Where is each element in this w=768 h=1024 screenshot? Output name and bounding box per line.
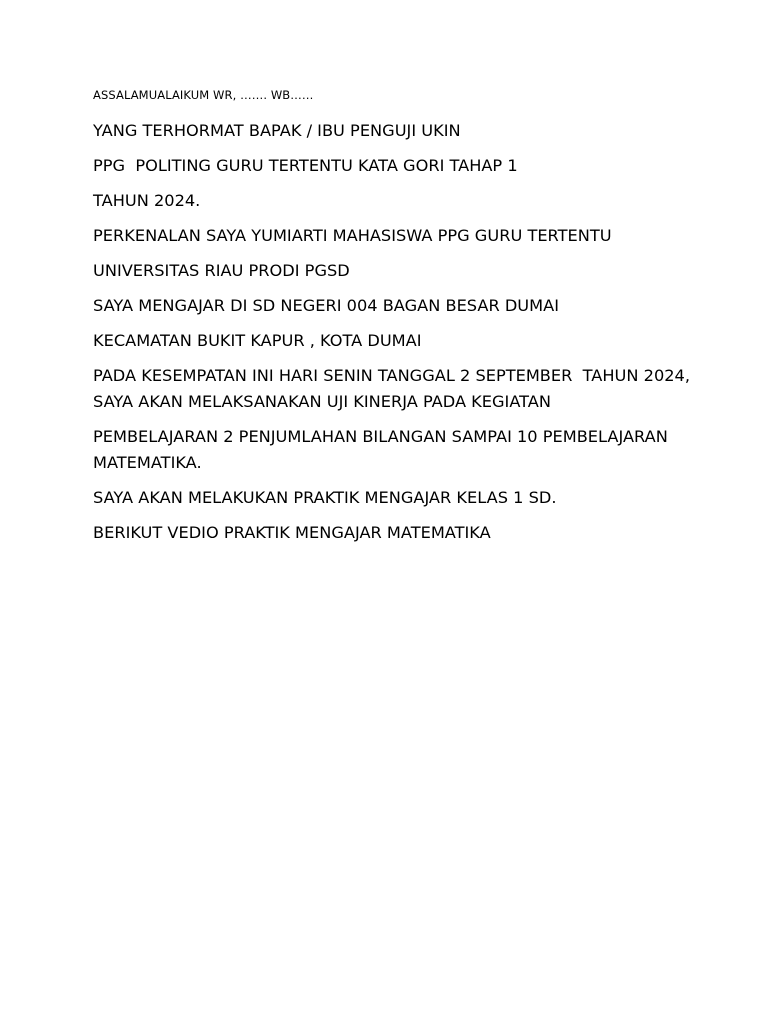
paragraph-district: KECAMATAN BUKIT KAPUR , KOTA DUMAI [93, 331, 422, 350]
paragraph-program: PPG POLITING GURU TERTENTU KATA GORI TAHAP 1 [93, 156, 518, 175]
paragraph-class: SAYA AKAN MELAKUKAN PRAKTIK MENGAJAR KELAS 1 SD. [93, 488, 557, 507]
paragraph-video: BERIKUT VEDIO PRAKTIK MENGAJAR MATEMATIKA [93, 523, 491, 542]
greeting-line: ASSALAMUALAIKUM WR, ……. WB…… [93, 88, 314, 102]
paragraph-school: SAYA MENGAJAR DI SD NEGERI 004 BAGAN BESAR DUMAI [93, 296, 559, 315]
paragraph-introduction: PERKENALAN SAYA YUMIARTI MAHASISWA PPG GURU TERTENTU [93, 226, 612, 245]
paragraph-university: UNIVERSITAS RIAU PRODI PGSD [93, 261, 350, 280]
paragraph-addressee: YANG TERHORMAT BAPAK / IBU PENGUJI UKIN [93, 121, 461, 140]
paragraph-year: TAHUN 2024. [93, 191, 201, 210]
paragraph-lesson: PEMBELAJARAN 2 PENJUMLAHAN BILANGAN SAMPAI 10 PEMBELAJARAN MATEMATIKA. [93, 427, 673, 472]
paragraph-occasion: PADA KESEMPATAN INI HARI SENIN TANGGAL 2 SEPTEMBER TAHUN 2024, SAYA AKAN MELAKSANAKAN UJI KINERJA PADA KEGIATAN [93, 366, 696, 411]
document-body [93, 87, 696, 555]
